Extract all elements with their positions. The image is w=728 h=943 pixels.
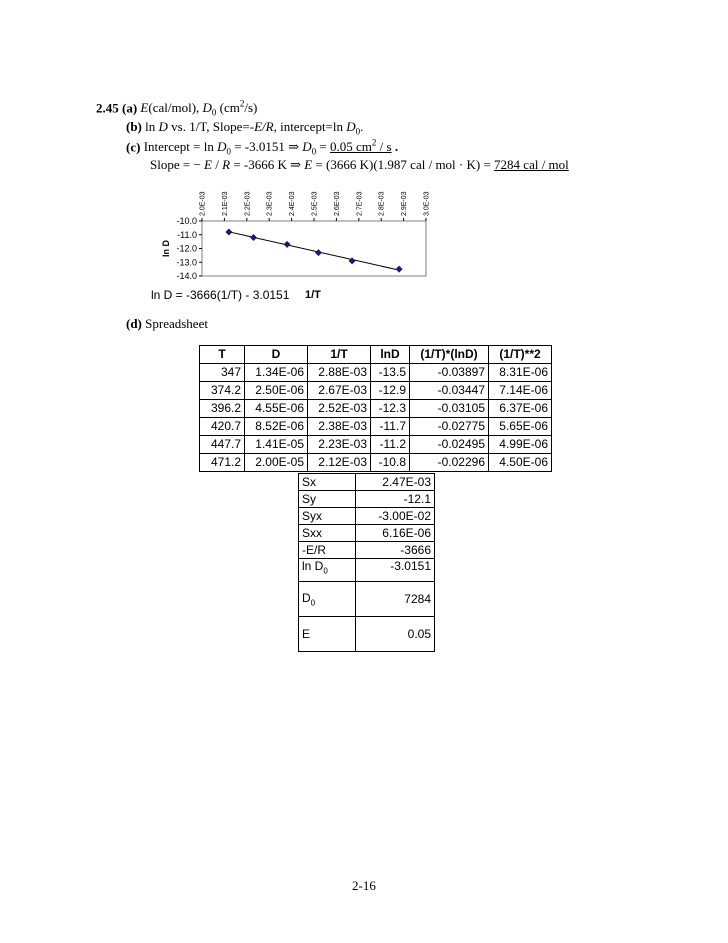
x-tick-label: 2.0E-03 — [199, 191, 207, 216]
stat-value: 6.16E-06 — [356, 525, 435, 542]
part-d-line — [126, 316, 208, 332]
part-d-label: (d) — [126, 316, 142, 331]
part-c-text: Intercept = $\ln D_0 = -3.0151$ ⇒ $D_0 = 0.05$ $cm^2$ / s . — [143, 138, 399, 157]
stat-key-d0: $D_0$ — [299, 582, 356, 617]
col-header-T: T — [200, 346, 245, 364]
x-tick-label: 2.7E-03 — [356, 191, 364, 216]
part-a-label: (a) — [122, 100, 138, 116]
table-cell: 2.50E-06 — [245, 382, 308, 400]
table-cell: 2.88E-03 — [308, 364, 371, 382]
stat-value: -3666 — [356, 542, 435, 559]
stat-key-ln-d0: $\ln D_0$ — [299, 559, 356, 582]
table-row — [200, 454, 552, 472]
spreadsheet-table — [199, 345, 552, 472]
table-row — [200, 382, 552, 400]
stat-row — [299, 474, 435, 491]
table-cell: -11.7 — [371, 418, 410, 436]
y-tick-label: -10.0 — [176, 216, 197, 226]
x-tick-label: 2.8E-03 — [378, 191, 386, 216]
y-tick-label: -11.0 — [177, 229, 197, 240]
stat-value: 2.47E-03 — [356, 474, 435, 491]
table-row — [200, 436, 552, 454]
table-cell: -12.3 — [371, 400, 410, 418]
table-row — [200, 418, 552, 436]
table-cell: 8.52E-06 — [245, 418, 308, 436]
table-cell: -0.03897 — [410, 364, 489, 382]
table-cell: -13.5 — [371, 364, 410, 382]
table-row — [200, 364, 552, 382]
table-cell: -10.8 — [371, 454, 410, 472]
table-cell: 420.7 — [200, 418, 245, 436]
table-cell: 2.67E-03 — [308, 382, 371, 400]
x-tick-label: 3.0E-03 — [423, 191, 431, 216]
page-number: 2-16 — [352, 878, 376, 893]
stat-row — [299, 559, 435, 582]
stat-key: Sxx — [299, 525, 356, 542]
col-header-D: D — [245, 346, 308, 364]
part-d-text: Spreadsheet — [145, 316, 208, 331]
table-header-row — [200, 346, 552, 364]
table-cell: 2.23E-03 — [308, 436, 371, 454]
table-cell: 7.14E-06 — [489, 382, 552, 400]
table-row — [200, 400, 552, 418]
stat-row — [299, 491, 435, 508]
table-cell: 471.2 — [200, 454, 245, 472]
stat-row — [299, 508, 435, 525]
stat-key: Sy — [299, 491, 356, 508]
table-cell: 1.41E-05 — [245, 436, 308, 454]
y-tick-label: -12.0 — [176, 243, 197, 254]
y-tick-label: -13.0 — [176, 257, 197, 268]
table-cell: 2.38E-03 — [308, 418, 371, 436]
col-header-square: (1/T)**2 — [489, 346, 552, 364]
stat-value: 0.05 — [356, 617, 435, 652]
stat-row — [299, 582, 435, 617]
y-axis-label: ln D — [161, 240, 171, 257]
stat-value: -3.0151 — [356, 559, 435, 582]
stat-key: -E/R — [299, 542, 356, 559]
part-a-line — [96, 99, 257, 118]
table-cell: 2.52E-03 — [308, 400, 371, 418]
table-cell: 2.00E-05 — [245, 454, 308, 472]
stat-row — [299, 525, 435, 542]
part-c-label: (c) — [126, 139, 141, 155]
stat-key: E — [299, 617, 356, 652]
table-cell: 1.34E-06 — [245, 364, 308, 382]
table-cell: -0.03105 — [410, 400, 489, 418]
table-cell: 5.65E-06 — [489, 418, 552, 436]
table-cell: -0.03447 — [410, 382, 489, 400]
table-cell: 396.2 — [200, 400, 245, 418]
x-axis-label: 1/T — [305, 289, 321, 301]
x-tick-label: 2.4E-03 — [289, 191, 297, 216]
chart-svg — [140, 180, 440, 305]
table-cell: 4.99E-06 — [489, 436, 552, 454]
table-cell: 6.37E-06 — [489, 400, 552, 418]
col-header-product: (1/T)*(lnD) — [410, 346, 489, 364]
x-tick-label: 2.9E-03 — [401, 191, 409, 216]
table-cell: 4.50E-06 — [489, 454, 552, 472]
x-tick-label: 2.6E-03 — [333, 191, 341, 216]
part-a-text: E(cal/mol), $D_0$ $(cm^2/s)$ — [140, 99, 258, 118]
stats-block — [298, 473, 435, 652]
table-cell: -0.02775 — [410, 418, 489, 436]
problem-number: 2.45 — [96, 100, 119, 116]
table-cell: -11.2 — [371, 436, 410, 454]
col-header-inv-T: 1/T — [308, 346, 371, 364]
part-c-line — [126, 138, 398, 157]
table-cell: -12.9 — [371, 382, 410, 400]
x-tick-label: 2.3E-03 — [266, 191, 274, 216]
slope-line: Slope = − E / R = -3666 K ⇒ E = (3666 K)(1.987 cal / mol · K) = 7284 cal / mol — [150, 157, 569, 172]
stat-key: Syx — [299, 508, 356, 525]
table-cell: 2.12E-03 — [308, 454, 371, 472]
x-tick-label: 2.5E-03 — [311, 191, 319, 216]
stat-row — [299, 542, 435, 559]
stat-value: 7284 — [356, 582, 435, 617]
table-cell: -0.02296 — [410, 454, 489, 472]
x-tick-label: 2.2E-03 — [244, 191, 252, 216]
spreadsheet — [199, 345, 552, 472]
stat-value: -12.1 — [356, 491, 435, 508]
plot-area — [202, 221, 426, 276]
y-tick-label: -14.0 — [176, 271, 197, 281]
x-tick-label: 2.1E-03 — [221, 191, 229, 216]
table-cell: 374.2 — [200, 382, 245, 400]
table-cell: 347 — [200, 364, 245, 382]
part-b-line — [126, 119, 363, 137]
arrhenius-chart — [140, 180, 440, 305]
stat-value: -3.00E-02 — [356, 508, 435, 525]
trendline-label: ln D = -3666(1/T) - 3.0151 — [151, 288, 290, 302]
table-cell: -0.02495 — [410, 436, 489, 454]
part-b-label: (b) — [126, 119, 142, 134]
part-b-text: ln D vs. 1/T, Slope=-E/R, intercept=ln $D_0$. — [145, 119, 364, 137]
stat-row — [299, 617, 435, 652]
col-header-lnD: lnD — [371, 346, 410, 364]
table-cell: 447.7 — [200, 436, 245, 454]
stats-table — [298, 473, 435, 652]
stat-key: Sx — [299, 474, 356, 491]
table-cell: 4.55E-06 — [245, 400, 308, 418]
table-cell: 8.31E-06 — [489, 364, 552, 382]
